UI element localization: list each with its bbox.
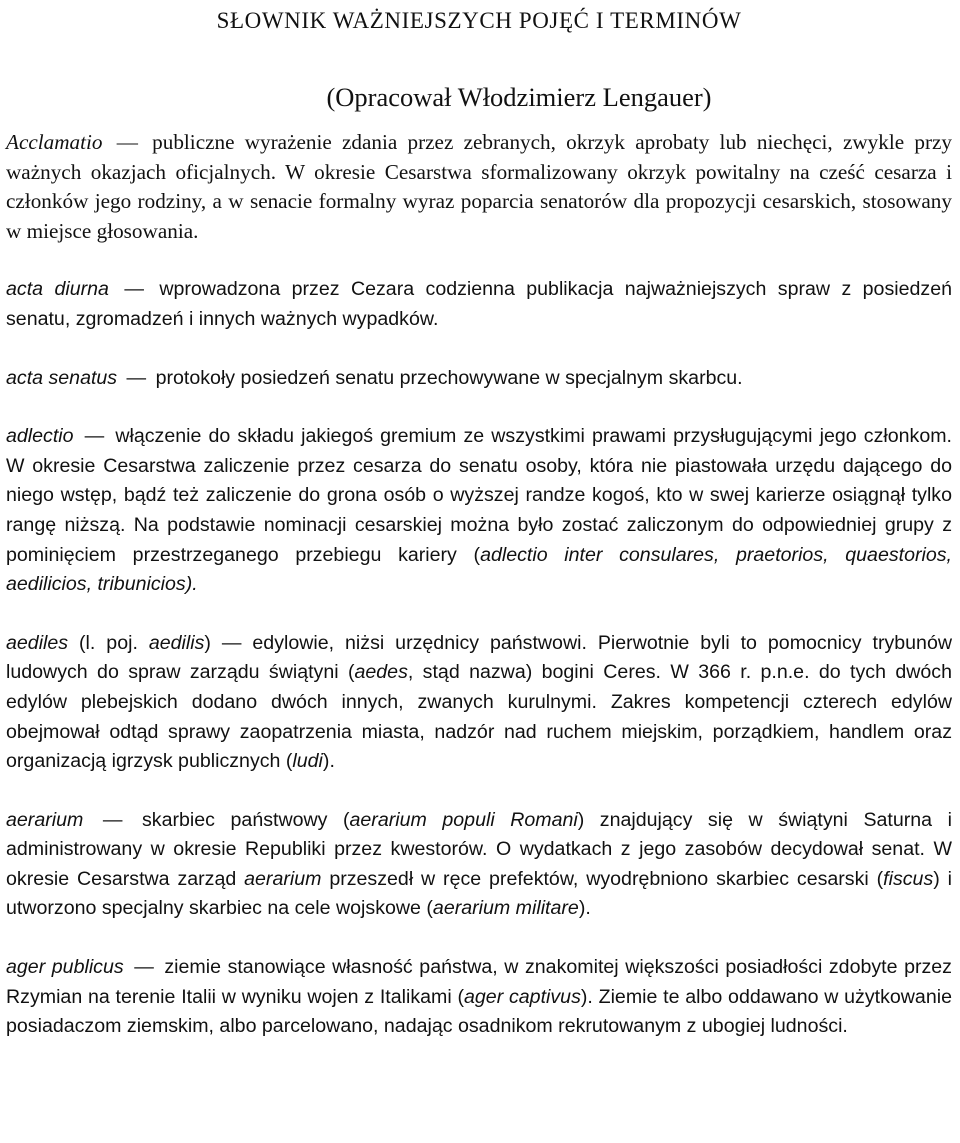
- entry-definition-text: ).: [322, 750, 335, 773]
- entry-definition-text: —: [221, 631, 242, 654]
- entry-definition-text: publiczne wyrażenie zdania przez zebranych, okrzyk aprobaty lub niechęci, zwykle przy ważnych okazjach oficjalnych. W okresie Cesarstwa sformalizowany okrzyk powitalny na cześć cesarza i członków jego rodziny, a w senacie formalny wyraz poparcia senatorów dla propozycji cesarskich, stosowany w miejsce głosowania.: [6, 130, 953, 243]
- glossary-entry-aediles: [6, 629, 952, 777]
- entry-definition-text: przeszedł w ręce prefektów, wyodrębniono skarbiec cesarski (: [321, 867, 884, 890]
- entry-term: adlectio: [6, 425, 74, 448]
- entry-term: acta diurna: [6, 278, 109, 301]
- glossary-list: [6, 128, 952, 1042]
- glossary-entry-ager-publicus: [6, 953, 952, 1042]
- entry-dash: —: [121, 366, 147, 389]
- entry-term: aediles: [6, 631, 69, 654]
- entry-italic-text: adlectio inter consulares, praetorios, quaestorios, aedilicios, tribunicios).: [6, 543, 952, 596]
- entry-italic-text: ager captivus: [464, 985, 581, 1008]
- entry-definition-text: edylowie, niżsi urzędnicy państwowi. Pierwotnie byli to pomocnicy trybunów ludowych do spraw zarządu świątyni (: [6, 631, 952, 684]
- glossary-entry-acta-diurna: [6, 275, 952, 334]
- entry-definition-text: ) i utworzono specjalny skarbiec na cele wojskowe (: [6, 867, 952, 920]
- entry-definition-text: ). Ziemie te albo oddawano w użytkowanie posiadaczom ziemskim, albo parcelowano, nadając osadnikom rekrutowanym z ubogiej ludności.: [6, 985, 952, 1038]
- entry-definition-text: ).: [578, 897, 591, 920]
- entry-term: acta senatus: [6, 366, 118, 389]
- entry-term: aerarium: [6, 808, 84, 831]
- entry-definition-text: skarbiec państwowy (: [126, 808, 350, 831]
- entry-italic-text: aerarium populi Romani: [349, 808, 578, 831]
- entry-term: Acclamatio: [6, 130, 103, 154]
- entry-definition-text: ): [204, 631, 222, 654]
- entry-definition-text: wprowadzona przez Cezara codzienna publikacja najważniejszych spraw z posiedzeń senatu, zgromadzeń i innych ważnych wypadków.: [6, 278, 952, 330]
- entry-italic-text: ludi: [292, 750, 323, 773]
- entry-italic-text: aedilis: [148, 631, 205, 654]
- entry-definition-text: (l. poj.: [68, 631, 149, 654]
- entry-dash: —: [87, 808, 123, 831]
- entry-dash: —: [77, 425, 105, 448]
- entry-definition-text: włączenie do składu jakiegoś gremium ze wszystkimi prawami przysługującymi jego członkom. W okresie Cesarstwa zaliczenie przez cesarza do senatu osoby, która nie piastowała urzędu dającego do niego wstęp, bądź też zaliczenie do grona osób o wyższej randze kogoś, kto w swej karierze osiągnął tylko rangę niższą. Na podstawie nominacji cesarskiej można było zostać zaliczonym do odpowiedniej grupy z pominięciem przestrzeganego przebiegu kariery (: [6, 425, 952, 566]
- page-title: SŁOWNIK WAŻNIEJSZYCH POJĘĆ I TERMINÓW: [216, 8, 742, 33]
- entry-italic-text: aerarium militare: [432, 897, 579, 920]
- entry-definition-text: protokoły posiedzeń senatu przechowywane w specjalnym skarbcu.: [150, 366, 743, 389]
- entry-dash: —: [127, 956, 154, 979]
- entry-dash: —: [106, 130, 138, 154]
- entry-dash: —: [112, 278, 144, 301]
- entry-definition-text: ziemie stanowiące własność państwa, w znakomitej większości posiadłości zdobyte przez Rzymian na terenie Italii w wyniku wojen z Italikami (: [6, 956, 952, 1008]
- entry-definition-text: ) znajdujący się w świątyni Saturna i administrowany w okresie Republiki przez kwestorów. O wydatkach z jego zasobów decydował senat. W okresie Cesarstwa zarząd: [6, 808, 952, 890]
- glossary-entry-aerarium: [6, 806, 952, 924]
- page-subtitle: (Opracował Włodzimierz Lengauer): [326, 82, 712, 112]
- glossary-entry-acclamatio: [6, 128, 952, 246]
- entry-definition-text: , stąd nazwa) bogini Ceres. W 366 r. p.n.e. do tych dwóch edylów plebejskich dodano dwóch innych, zwanych kurulnymi. Zakres kompetencji czterech edylów obejmował odtąd sprawy zaopatrzenia miasta, nadzór nad ruchem miejskim, porządkiem, handlem oraz organizacją igrzysk publicznych (: [6, 661, 952, 773]
- entry-term: ager publicus: [6, 956, 124, 979]
- glossary-entry-adlectio: [6, 422, 952, 600]
- glossary-entry-acta-senatus: [6, 364, 952, 394]
- entry-italic-text: fiscus: [883, 867, 934, 890]
- entry-italic-text: aerarium: [244, 867, 322, 890]
- entry-italic-text: aedes: [354, 661, 408, 684]
